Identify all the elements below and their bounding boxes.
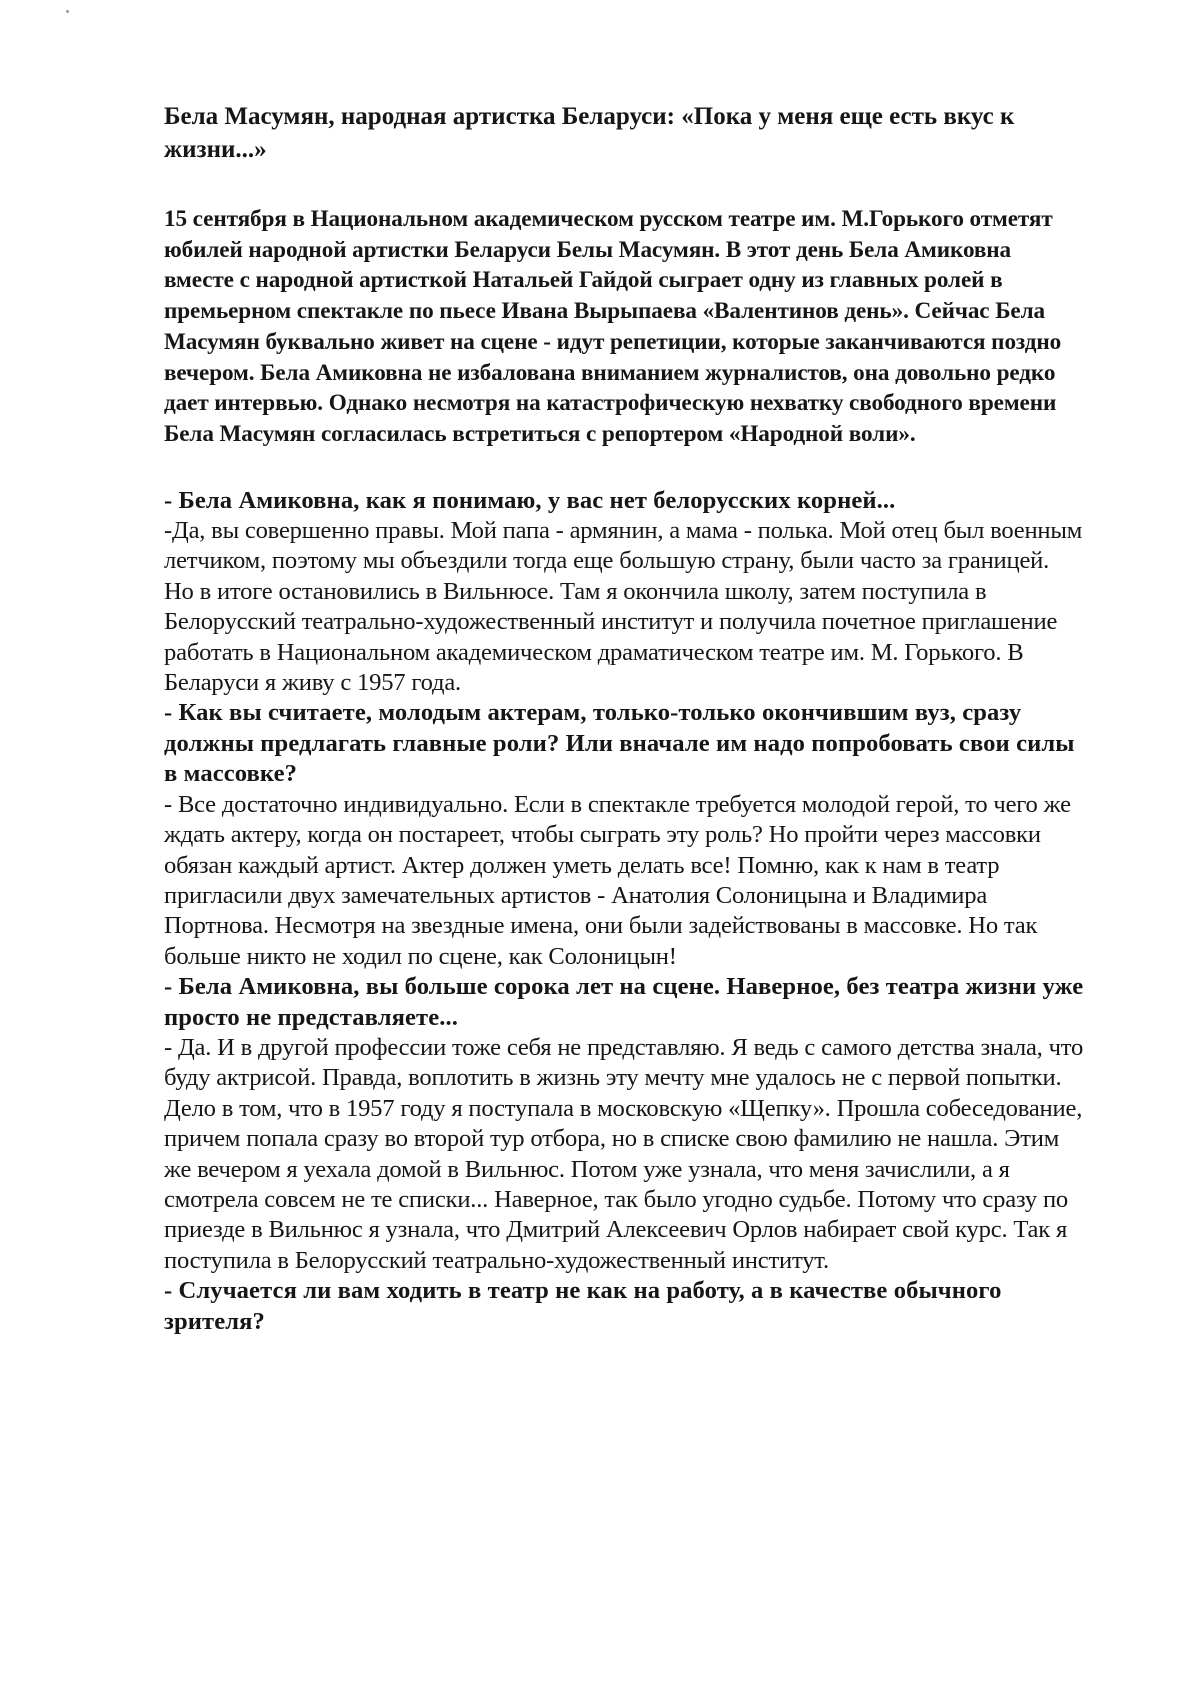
article-lead: 15 сентября в Национальном академическом русском театре им. М.Горького отметят юбилей народной артистки Беларуси Белы Масумян. В этот день Бела Амиковна вместе с народной артисткой Натальей Гайдой сыграет одну из главных ролей в премьерном спектакле по пьесе Ивана Вырыпаева «Валентинов день». Сейчас Бела Масумян буквально живет на сцене - идут репетиции, которые заканчиваются поздно вечером. Бела Амиковна не избалована вниманием журналистов, она довольно редко дает интервью. Однако несмотря на катастрофическую нехватку свободного времени Бела Масумян согласилась встретиться с репортером «Народной воли».	[164, 206, 1062, 447]
question-2: - Как вы считаете, молодым актерам, только-только окончившим вуз, сразу должны предлагать главные роли? Или вначале им надо попробовать свои силы в массовке?	[164, 699, 1075, 788]
interview-body	[164, 486, 1084, 1337]
answer-3: - Да. И в другой профессии тоже себя не представляю. Я ведь с самого детства знала, что буду актрисой. Правда, воплотить в жизнь эту мечту мне удалось не с первой попытки. Дело в том, что в 1957 году я поступала в московскую «Щепку». Прошла собеседование, причем попала сразу во второй тур отбора, но в списке свою фамилию не нашла. Этим же вечером я уехала домой в Вильнюс. Потом уже узнала, что меня зачислили, а я смотрела совсем не те списки... Наверное, так было угодно судьбе. Потому что сразу по приезде в Вильнюс я узнала, что Дмитрий Алексеевич Орлов набирает свой курс. Так я поступила в Белорусский театрально-художественный институт.	[164, 1033, 1084, 1274]
question-3: - Бела Амиковна, вы больше сорока лет на сцене. Наверное, без театра жизни уже просто не представляете...	[164, 973, 1084, 1031]
scan-speck	[66, 10, 69, 13]
question-1: - Бела Амиковна, как я понимаю, у вас нет белорусских корней...	[164, 486, 896, 514]
document-page	[164, 100, 1084, 1337]
answer-1: -Да, вы совершенно правы. Мой папа - армянин, а мама - полька. Мой отец был военным летчиком, поэтому мы объездили тогда еще большую страну, были часто за границей. Но в итоге остановились в Вильнюсе. Там я окончила школу, затем поступила в Белорусский театрально-художественный институт и получила почетное приглашение работать в Национальном академическом драматическом театре им. М. Горького. В Беларуси я живу с 1957 года.	[164, 517, 1083, 697]
question-4: - Случается ли вам ходить в театр не как на работу, а в качестве обычного зрителя?	[164, 1277, 1002, 1335]
article-title: Бела Масумян, народная артистка Беларуси: «Пока у меня еще есть вкус к жизни...»	[164, 103, 1015, 163]
answer-2: - Все достаточно индивидуально. Если в спектакле требуется молодой герой, то чего же ждать актеру, когда он постареет, чтобы сыграть эту роль? Но пройти через массовки обязан каждый артист. Актер должен уметь делать все! Помню, как к нам в театр пригласили двух замечательных артистов - Анатолия Солоницына и Владимира Портнова. Несмотря на звездные имена, они были задействованы в массовке. Но так больше никто не ходил по сцене, как Солоницын!	[164, 790, 1071, 970]
